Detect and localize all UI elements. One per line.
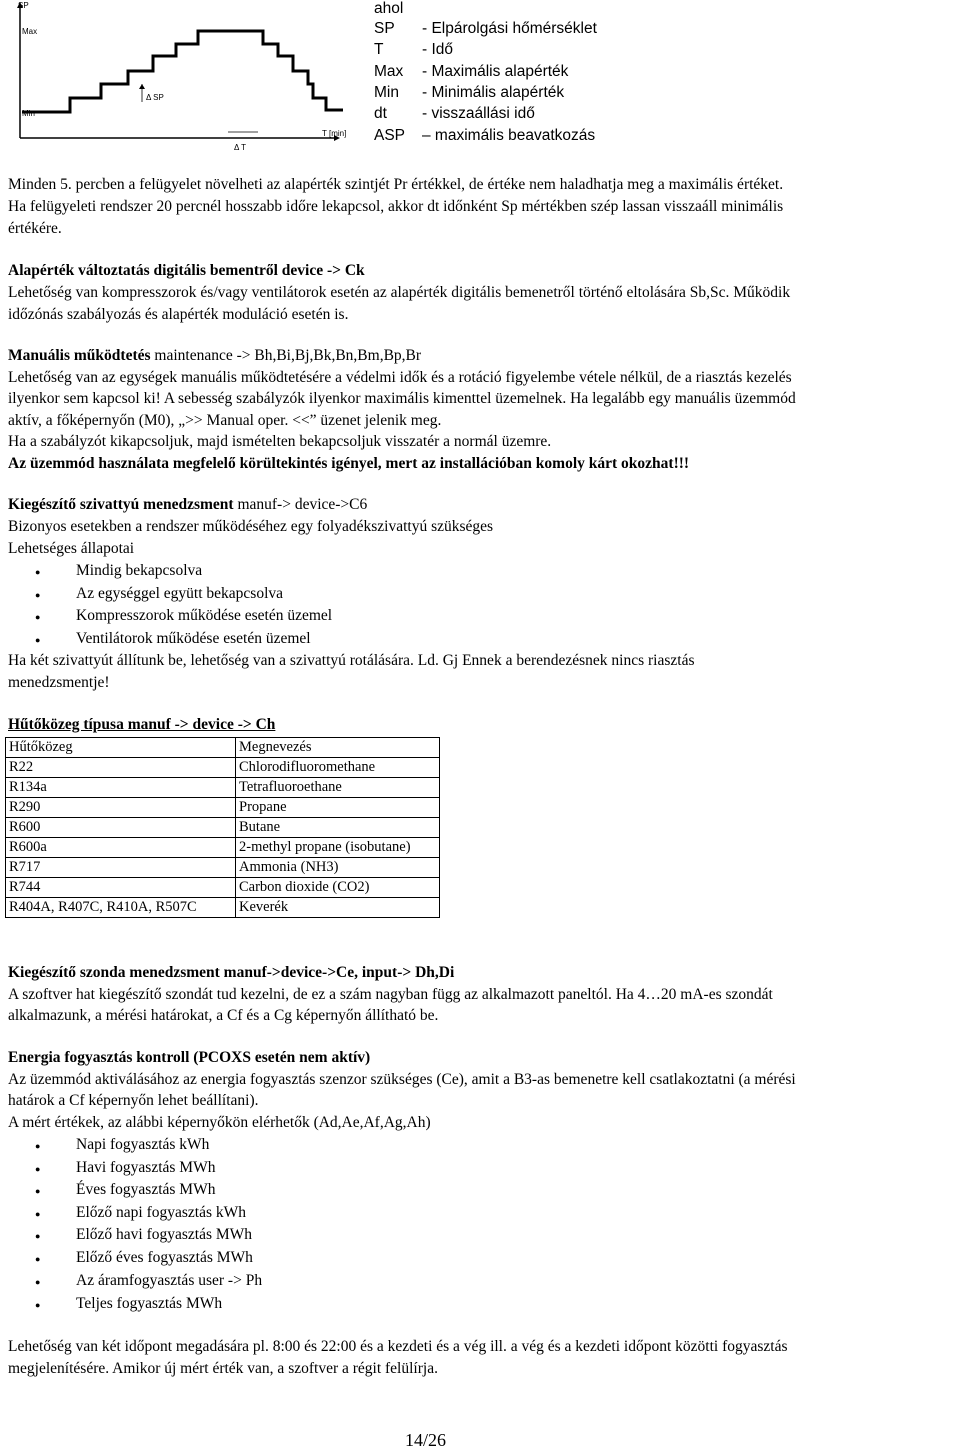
table-cell: Butane (236, 818, 440, 838)
table-row (6, 798, 440, 818)
delta-sp-label: Δ SP (146, 93, 164, 102)
legend-item-dt (374, 105, 535, 123)
intro-line-3: értékére. (8, 220, 62, 237)
pump-bullet-text: Mindig bekapcsolva (76, 562, 203, 579)
table-header-cell: Hűtőközeg (6, 738, 236, 758)
probe-section-title: Kiegészítő szonda menedzsment manuf->device->Ce, input-> Dh,Di (8, 964, 455, 981)
legend-key: SP (374, 20, 395, 37)
table-row (6, 818, 440, 838)
x-axis-label: T [min] (322, 129, 347, 138)
table-cell: R22 (6, 758, 236, 778)
table-cell: R744 (6, 878, 236, 898)
table-cell: Carbon dioxide (CO2) (236, 878, 440, 898)
energy-section-title: Energia fogyasztás kontroll (PCOXS esetén nem aktív) (8, 1049, 371, 1066)
table-cell: Tetrafluoroethane (236, 778, 440, 798)
manual-warning: Az üzemmód használata megfelelő körültekintés igényel, mert az installációban komoly kárt okozhat!!! (8, 455, 690, 472)
table-row (6, 858, 440, 878)
setpoint-section-title: Alapérték változtatás digitális bementről device -> Ck (8, 262, 365, 279)
legend-item-t (374, 41, 453, 59)
energy-after-2: megjelenítésére. Amikor új mért érték van, a szoftver a régit felülírja. (8, 1360, 438, 1377)
manual-line-3: aktív, a főképernyőn (M0), „>> Manual oper. <<” üzenet jelenik meg. (8, 412, 442, 429)
energy-line-2: határok a Cf képernyőn lehet beállítani). (8, 1092, 259, 1109)
manual-title-rest: maintenance -> Bh,Bi,Bj,Bk,Bn,Bm,Bp,Br (150, 347, 422, 364)
legend-key: Max (374, 63, 404, 80)
table-row (6, 838, 440, 858)
legend-value: - Maximális alapérték (422, 63, 569, 80)
pump-bullet-text: Kompresszorok működése esetén üzemel (76, 607, 333, 624)
legend-value: - Idő (422, 41, 454, 58)
legend-item-min (374, 84, 564, 102)
legend-item-asp (374, 127, 595, 145)
refrigerant-section-title: Hűtőközeg típusa manuf -> device -> Ch (8, 716, 276, 733)
manual-line-1: Lehetőség van az egységek manuális működtetésére a védelmi idők és a rotáció figyelembe vétele nélkül, de a riasztás kezelés (8, 369, 792, 386)
table-cell: R717 (6, 858, 236, 878)
legend-heading: ahol (374, 0, 404, 17)
legend-key: T (374, 41, 384, 58)
pump-line-2: Lehetséges állapotai (8, 540, 135, 557)
refrigerant-table (5, 737, 440, 918)
pump-title-rest: manuf-> device->C6 (233, 496, 368, 513)
setpoint-line-1: Lehetőség van kompresszorok és/vagy ventilátorok esetén az alapérték digitális bemenetről történő eltolására Sb,Sc. Működik (8, 284, 791, 301)
energy-bullet-text: Teljes fogyasztás MWh (76, 1295, 223, 1312)
manual-title-bold: Manuális működtetés (8, 347, 151, 364)
table-row (6, 898, 440, 918)
manual-line-2: ilyenkor sem kapcsol ki! A sebesség szabályzók ilyenkor maximális kimenttel üzemelnek. Ha legalább egy manuális üzemmód (8, 390, 796, 407)
y-axis-label: SP (18, 1, 29, 10)
table-cell: R600 (6, 818, 236, 838)
legend-item-sp (374, 20, 597, 38)
table-cell: Keverék (236, 898, 440, 918)
legend-key: dt (374, 105, 387, 122)
pump-after-2: menedzsmentje! (8, 674, 110, 691)
setpoint-line-2: időzónás szabályozás és alapérték moduláció esetén is. (8, 306, 349, 323)
pump-section-title (8, 496, 367, 514)
pump-title-bold: Kiegészítő szivattyú menedzsment (8, 496, 234, 513)
delta-sp-marker (139, 84, 145, 102)
table-row (6, 758, 440, 778)
legend-value: – maximális beavatkozás (422, 127, 596, 144)
pump-line-1: Bizonyos esetekben a rendszer működéséhez egy folyadékszivattyú szükséges (8, 518, 494, 535)
delta-t-label: Δ T (234, 143, 247, 152)
intro-line-1: Minden 5. percben a felügyelet növelheti az alapérték szintjét Pr értékkel, de értéke nem haladhatja meg a maximális értéket. (8, 176, 784, 193)
energy-bullet-text: Havi fogyasztás MWh (76, 1159, 216, 1176)
legend-key: ASP (374, 127, 406, 144)
legend-value: - Elpárolgási hőmérséklet (422, 20, 597, 37)
legend-key: Min (374, 84, 399, 101)
intro-line-2: Ha felügyeleti rendszer 20 percnél hosszabb időre lekapcsol, akkor dt időnként Sp mértékben szép lassan visszaáll minimális (8, 198, 784, 215)
energy-after-1: Lehetőség van két időpont megadására pl. 8:00 és 22:00 és a kezdeti és a vég ill. a vég és a kezdeti időpont közötti fogyasztás (8, 1338, 788, 1355)
probe-line-1: A szoftver hat kiegészítő szondát tud kezelni, de ez a szám nagyban függ az alkalmazott paneltól. Ha 4…20 mA-es szondát (8, 986, 773, 1003)
table-cell: Ammonia (NH3) (236, 858, 440, 878)
probe-line-2: alkalmazunk, a mérési határokat, a Cf és a Cg képernyőn állítható be. (8, 1007, 439, 1024)
table-cell: Chlorodifluoromethane (236, 758, 440, 778)
energy-bullet-text: Az áramfogyasztás user -> Ph (76, 1272, 263, 1289)
energy-bullet-text: Napi fogyasztás kWh (76, 1136, 210, 1153)
setpoint-step-line (22, 31, 343, 112)
legend-value: - Minimális alapérték (422, 84, 565, 101)
table-row (6, 878, 440, 898)
max-label: Max (22, 27, 38, 36)
energy-bullet-text: Előző napi fogyasztás kWh (76, 1204, 247, 1221)
table-row (6, 778, 440, 798)
table-cell: R600a (6, 838, 236, 858)
table-header-row (6, 738, 440, 758)
energy-bullet-text: Előző éves fogyasztás MWh (76, 1249, 253, 1266)
pump-after-1: Ha két szivattyút állítunk be, lehetőség van a szivattyú rotálására. Ld. Gj Ennek a berendezésnek nincs riasztás (8, 652, 695, 669)
legend-item-max (374, 63, 568, 81)
legend-value: - visszaállási idő (422, 105, 535, 122)
table-cell: R404A, R407C, R410A, R507C (6, 898, 236, 918)
pump-bullet-text: Ventilátorok működése esetén üzemel (76, 630, 311, 647)
pump-bullet-text: Az egységgel együtt bekapcsolva (76, 585, 284, 602)
energy-bullet-text: Előző havi fogyasztás MWh (76, 1226, 253, 1243)
setpoint-step-diagram (8, 0, 358, 155)
manual-section-title (8, 347, 421, 365)
table-cell: 2-methyl propane (isobutane) (236, 838, 440, 858)
table-cell: Propane (236, 798, 440, 818)
table-cell: R290 (6, 798, 236, 818)
manual-line-4: Ha a szabályzót kikapcsoljuk, majd ismételten bekapcsoljuk visszatér a normál üzemre. (8, 433, 552, 450)
energy-line-1: Az üzemmód aktiválásához az energia fogyasztás szenzor szükséges (Ce), amit a B3-as bemenetre kell csatlakoztatni (a mérési (8, 1071, 796, 1088)
table-header-cell: Megnevezés (236, 738, 440, 758)
min-label: Min (22, 109, 35, 118)
x-axis (20, 135, 340, 141)
table-cell: R134a (6, 778, 236, 798)
energy-bullet-text: Éves fogyasztás MWh (76, 1181, 216, 1198)
energy-line-3: A mért értékek, az alábbi képernyőkön elérhetők (Ad,Ae,Af,Ag,Ah) (8, 1114, 431, 1131)
page-number: 14/26 (405, 1430, 447, 1450)
